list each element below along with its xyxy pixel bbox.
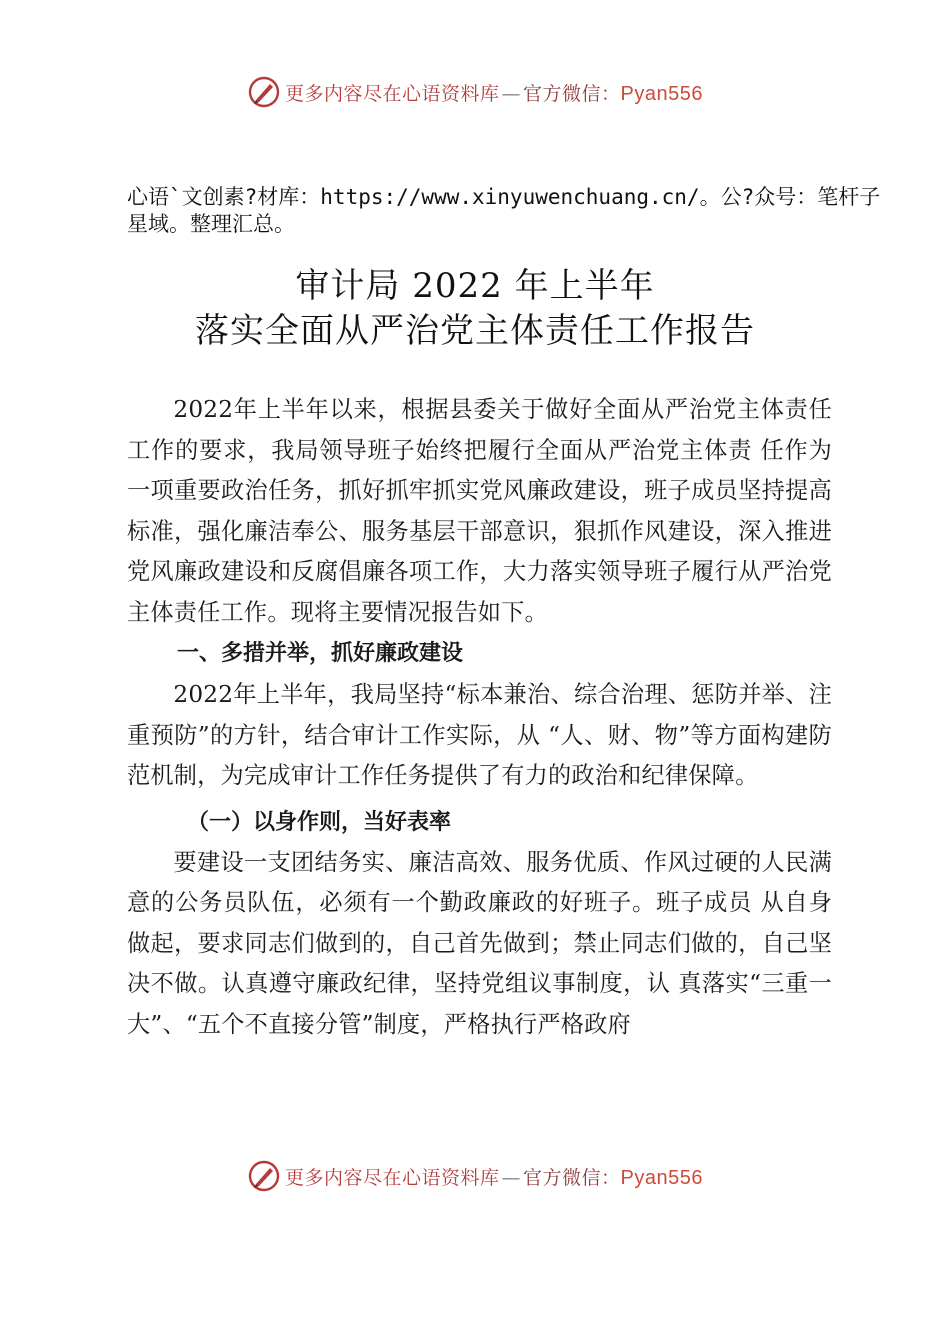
- section-heading-1: 一、多措并举，抓好廉政建设: [177, 641, 464, 666]
- banner-main: 更多内容尽在心语资料库: [285, 1166, 500, 1189]
- title-line-1: 审计局 2022 年上半年: [295, 266, 655, 306]
- banner-wechat-id: Pyan556: [620, 82, 703, 105]
- intro-paragraph: 2022年上半年以来，根据县委关于做好全面从严治党主体责任工作的要求，我局领导班子始终把履行全面从严治党主体责 任作为一项重要政治任务，抓好抓牢抓实党风廉政建设，班子成员坚持提高标准，强化廉洁奉公、服务基层干部意识，狠抓作风建设，深入推进党风廉政建设和反腐倡廉各项工作，大力落实领导班子履行从严治党主体责任工作。现将主要情况报告如下。: [127, 396, 832, 626]
- banner-wechat-label: 官方微信：: [523, 82, 621, 105]
- subsection-heading-1: （一）以身作则，当好表率: [187, 809, 452, 835]
- document-body: [127, 390, 832, 1045]
- header-banner: [0, 72, 950, 112]
- banner-dash: —: [501, 1166, 522, 1189]
- banner-dash: —: [501, 82, 522, 105]
- footer-banner: [0, 1156, 950, 1196]
- banner-text: [285, 1163, 703, 1190]
- pen-logo-icon: [247, 75, 281, 109]
- pen-logo-icon: [247, 1159, 281, 1193]
- section-1-paragraph: 2022年上半年，我局坚持“标本兼治、综合治理、惩防并举、注重预防”的方针，结合审计工作实际，从 “人、财、物”等方面构建防范机制，为完成审计工作任务提供了有力的政治和纪律保障。: [127, 681, 832, 789]
- title-line-2: 落实全面从严治党主体责任工作报告: [195, 311, 755, 351]
- banner-text: [285, 79, 703, 106]
- source-line: 心语`文创素?材库：https://www.xinyuwenchuang.cn/。公?众号：笔杆子星域。整理汇总。: [127, 185, 881, 236]
- subsection-1-paragraph: 要建设一支团结务实、廉洁高效、服务优质、作风过硬的人民满意的公务员队伍，必须有一个勤政廉政的好班子。班子成员 从自身做起，要求同志们做到的，自己首先做到；禁止同志们做的，自己坚决不做。认真遵守廉政纪律，坚持党组议事制度，认 真落实“三重一大”、“五个不直接分管”制度，严格执行严格政府: [127, 848, 832, 1038]
- banner-wechat-label: 官方微信：: [523, 1166, 621, 1189]
- banner-wechat-id: Pyan556: [620, 1166, 703, 1189]
- banner-main: 更多内容尽在心语资料库: [285, 82, 500, 105]
